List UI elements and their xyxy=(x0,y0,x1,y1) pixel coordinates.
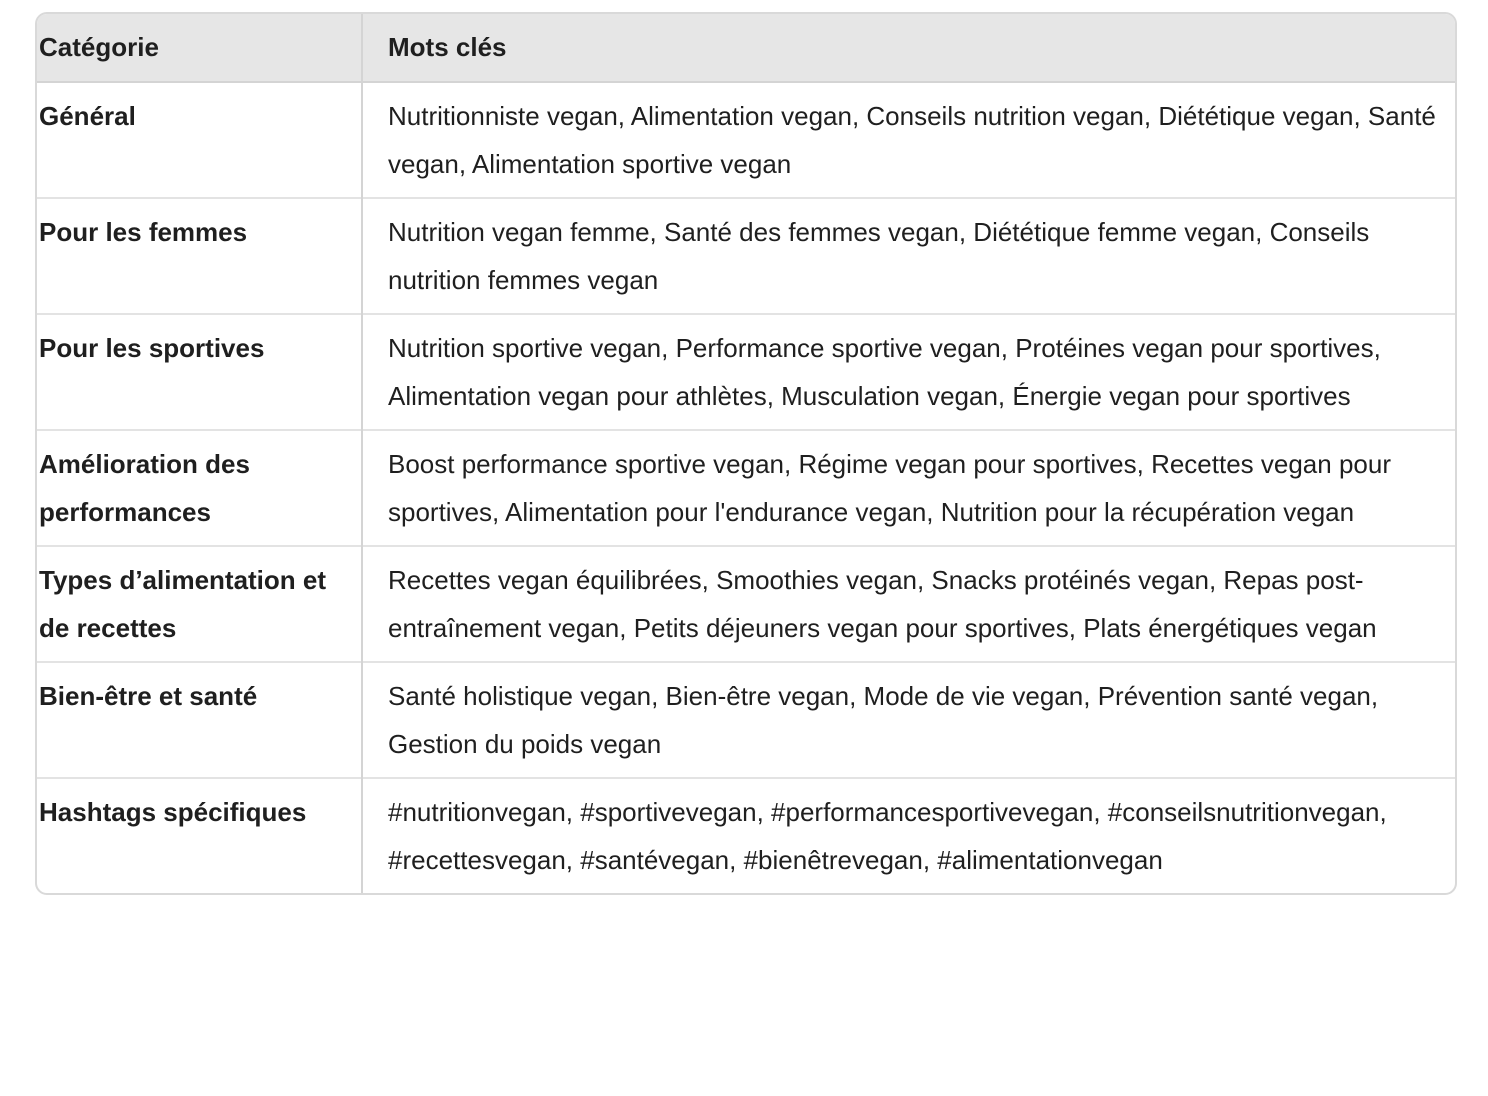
table-row xyxy=(37,662,1455,778)
table-row xyxy=(37,314,1455,430)
table-header xyxy=(37,14,1455,82)
keywords-cell: Nutrition vegan femme, Santé des femmes vegan, Diététique femme vegan, Conseils nutrition femmes vegan xyxy=(362,198,1455,314)
category-cell: Pour les sportives xyxy=(37,314,362,430)
keywords-table xyxy=(35,12,1457,895)
keywords-cell: Boost performance sportive vegan, Régime vegan pour sportives, Recettes vegan pour sportives, Alimentation pour l'endurance vegan, Nutrition pour la récupération vegan xyxy=(362,430,1455,546)
keywords-table-grid xyxy=(37,14,1455,893)
category-cell: Pour les femmes xyxy=(37,198,362,314)
category-cell: Amélioration des performances xyxy=(37,430,362,546)
category-cell: Hashtags spécifiques xyxy=(37,778,362,893)
keywords-cell: Nutrition sportive vegan, Performance sportive vegan, Protéines vegan pour sportives, Alimentation vegan pour athlètes, Musculation vegan, Énergie vegan pour sportives xyxy=(362,314,1455,430)
table-row xyxy=(37,778,1455,893)
table-row xyxy=(37,546,1455,662)
category-cell: Types d’alimentation et de recettes xyxy=(37,546,362,662)
header-row xyxy=(37,14,1455,82)
keywords-cell: Santé holistique vegan, Bien-être vegan, Mode de vie vegan, Prévention santé vegan, Gestion du poids vegan xyxy=(362,662,1455,778)
keywords-cell: Nutritionniste vegan, Alimentation vegan, Conseils nutrition vegan, Diététique vegan, Santé vegan, Alimentation sportive vegan xyxy=(362,82,1455,198)
category-cell: Bien-être et santé xyxy=(37,662,362,778)
category-cell: Général xyxy=(39,101,136,131)
table-row xyxy=(37,82,1455,198)
header-category: Catégorie xyxy=(37,14,362,82)
header-keywords: Mots clés xyxy=(362,14,1455,82)
table-body xyxy=(37,82,1455,893)
table-row xyxy=(37,198,1455,314)
keywords-cell: Recettes vegan équilibrées, Smoothies vegan, Snacks protéinés vegan, Repas post-entraînement vegan, Petits déjeuners vegan pour sportives, Plats énergétiques vegan xyxy=(362,546,1455,662)
keywords-cell: #nutritionvegan, #sportivevegan, #performancesportivevegan, #conseilsnutritionvegan, #recettesvegan, #santévegan, #bienêtrevegan, #alimentationvegan xyxy=(362,778,1455,893)
table-row xyxy=(37,430,1455,546)
